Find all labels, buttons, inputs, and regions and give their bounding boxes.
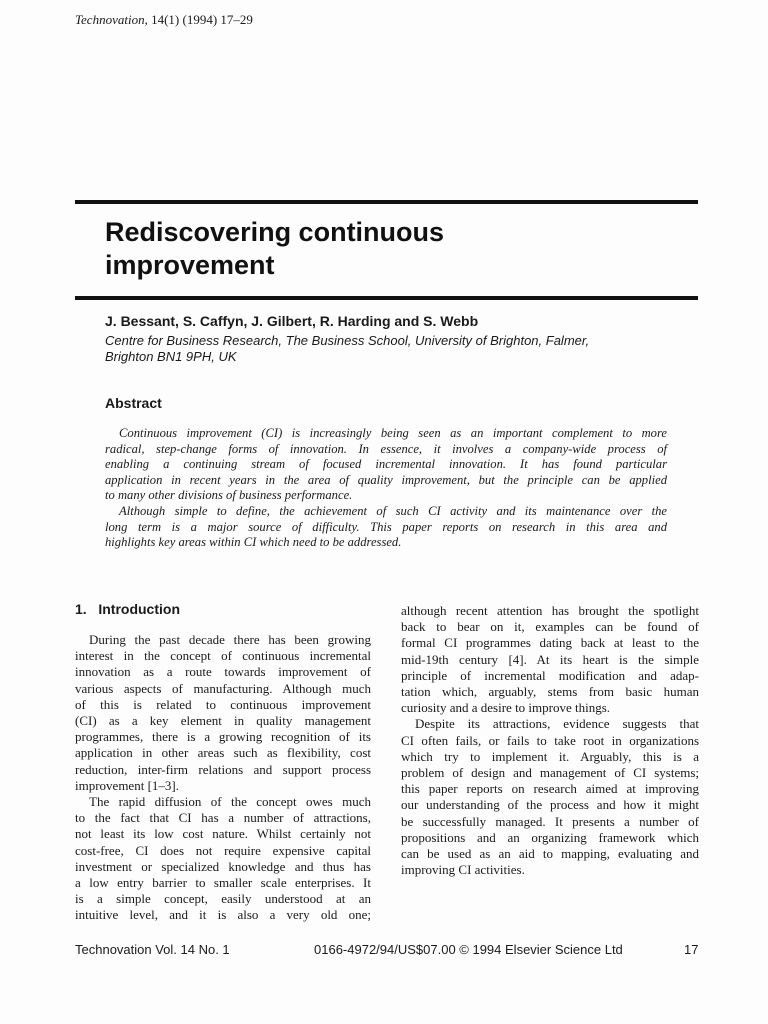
text-line: problem of design and management of CI systems; bbox=[401, 765, 699, 781]
top-rule bbox=[75, 200, 698, 204]
text-line: mid-19th century [4]. At its heart is the simple bbox=[401, 651, 699, 667]
text-line: radical, step-change forms of innovation. In essence, it involves a company-wide process of bbox=[105, 441, 667, 456]
text-line: not least its low cost nature. Whilst certainly not bbox=[75, 826, 371, 842]
text-line: improvement [1–3]. bbox=[75, 777, 179, 793]
text-line: back to bear on it, examples can be found of bbox=[401, 619, 699, 635]
volume-issue-pages: 14(1) (1994) 17–29 bbox=[151, 12, 253, 27]
text-line: of this is related to continuous improvement bbox=[75, 696, 371, 712]
footer-journal: Technovation Vol. 14 No. 1 bbox=[75, 942, 230, 957]
authors: J. Bessant, S. Caffyn, J. Gilbert, R. Harding and S. Webb bbox=[105, 313, 479, 329]
affiliation-line: Brighton BN1 9PH, UK bbox=[105, 349, 237, 364]
title-line: improvement bbox=[105, 250, 275, 280]
text-line: enabling a continuing stream of focused incremental innovation. It has found particular bbox=[105, 457, 667, 472]
journal-reference bbox=[75, 12, 253, 28]
text-line: application in recent years in the area of quality improvement, but the principle can be applied bbox=[105, 472, 667, 487]
affiliation-line: Centre for Business Research, The Business School, University of Brighton, Falmer, bbox=[105, 333, 590, 348]
title-rule bbox=[75, 296, 698, 300]
abstract-heading: Abstract bbox=[105, 395, 162, 411]
text-line: be successfully managed. It presents a number of bbox=[401, 813, 699, 829]
text-line: (CI) as a key element in quality management bbox=[75, 713, 371, 729]
text-line: to the fact that CI has a number of attractions, bbox=[75, 810, 371, 826]
text-line: intuitive level, and it is also a very old one; bbox=[75, 907, 371, 923]
text-line: curiosity and a desire to improve things. bbox=[401, 700, 611, 716]
text-line: various aspects of manufacturing. Although much bbox=[75, 680, 371, 696]
text-line: Although simple to define, the achievement of such CI activity and its maintenance over the bbox=[119, 503, 667, 518]
text-line: application in other areas such as flexibility, cost bbox=[75, 745, 371, 761]
text-line: although recent attention has brought the spotlight bbox=[401, 603, 699, 618]
text-line: cost-free, CI does not require expensive capital bbox=[75, 842, 371, 858]
text-line: can be used as an aid to mapping, evaluating and bbox=[401, 846, 699, 862]
text-line: long term is a major source of difficulty. This paper reports on research in this area and bbox=[105, 519, 667, 534]
right-column bbox=[401, 603, 699, 878]
text-line: Despite its attractions, evidence suggests that bbox=[415, 716, 699, 732]
section-heading-introduction: 1. Introduction bbox=[75, 601, 180, 617]
abstract-body bbox=[105, 426, 667, 551]
text-line: a low entry barrier to smaller scale enterprises. It bbox=[75, 875, 371, 891]
paper-title bbox=[105, 216, 444, 282]
text-line: our understanding of the process and how it might bbox=[401, 797, 699, 813]
footer-copyright: 0166-4972/94/US$07.00 © 1994 Elsevier Science Ltd bbox=[314, 942, 623, 957]
text-line: principle of incremental modification and adap- bbox=[401, 667, 699, 683]
title-line: Rediscovering continuous bbox=[105, 217, 445, 247]
text-line: which try to implement it. Arguably, this is a bbox=[401, 748, 699, 764]
text-line: this paper reports on research aimed at improving bbox=[401, 781, 699, 797]
text-line: The rapid diffusion of the concept owes much bbox=[89, 794, 371, 810]
text-line: investment or specialized knowledge and thus has bbox=[75, 858, 371, 874]
text-line: reduction, inter-firm relations and support process bbox=[75, 761, 371, 777]
text-line: is a simple concept, easily understood at an bbox=[75, 891, 371, 907]
text-line: highlights key areas within CI which need to be addressed. bbox=[105, 535, 402, 550]
text-line: Continuous improvement (CI) is increasingly being seen as an important complement to more bbox=[119, 426, 667, 440]
text-line: to many other divisions of business performance. bbox=[105, 488, 353, 503]
text-line: CI often fails, or fails to take root in organizations bbox=[401, 732, 699, 748]
text-line: During the past decade there has been growing bbox=[89, 632, 371, 647]
text-line: innovation as a route towards improvement of bbox=[75, 664, 371, 680]
affiliation bbox=[105, 333, 665, 365]
left-column bbox=[75, 632, 371, 924]
page-number: 17 bbox=[684, 942, 699, 957]
text-line: propositions and an organizing framework which bbox=[401, 829, 699, 845]
journal-name: Technovation, bbox=[75, 12, 148, 27]
text-line: improving CI activities. bbox=[401, 862, 525, 878]
text-line: formal CI programmes dating back at least to the bbox=[401, 635, 699, 651]
text-line: programmes, there is a growing recognition of its bbox=[75, 729, 371, 745]
text-line: tation which, arguably, stems from basic human bbox=[401, 684, 699, 700]
text-line: interest in the concept of continuous incremental bbox=[75, 648, 371, 664]
